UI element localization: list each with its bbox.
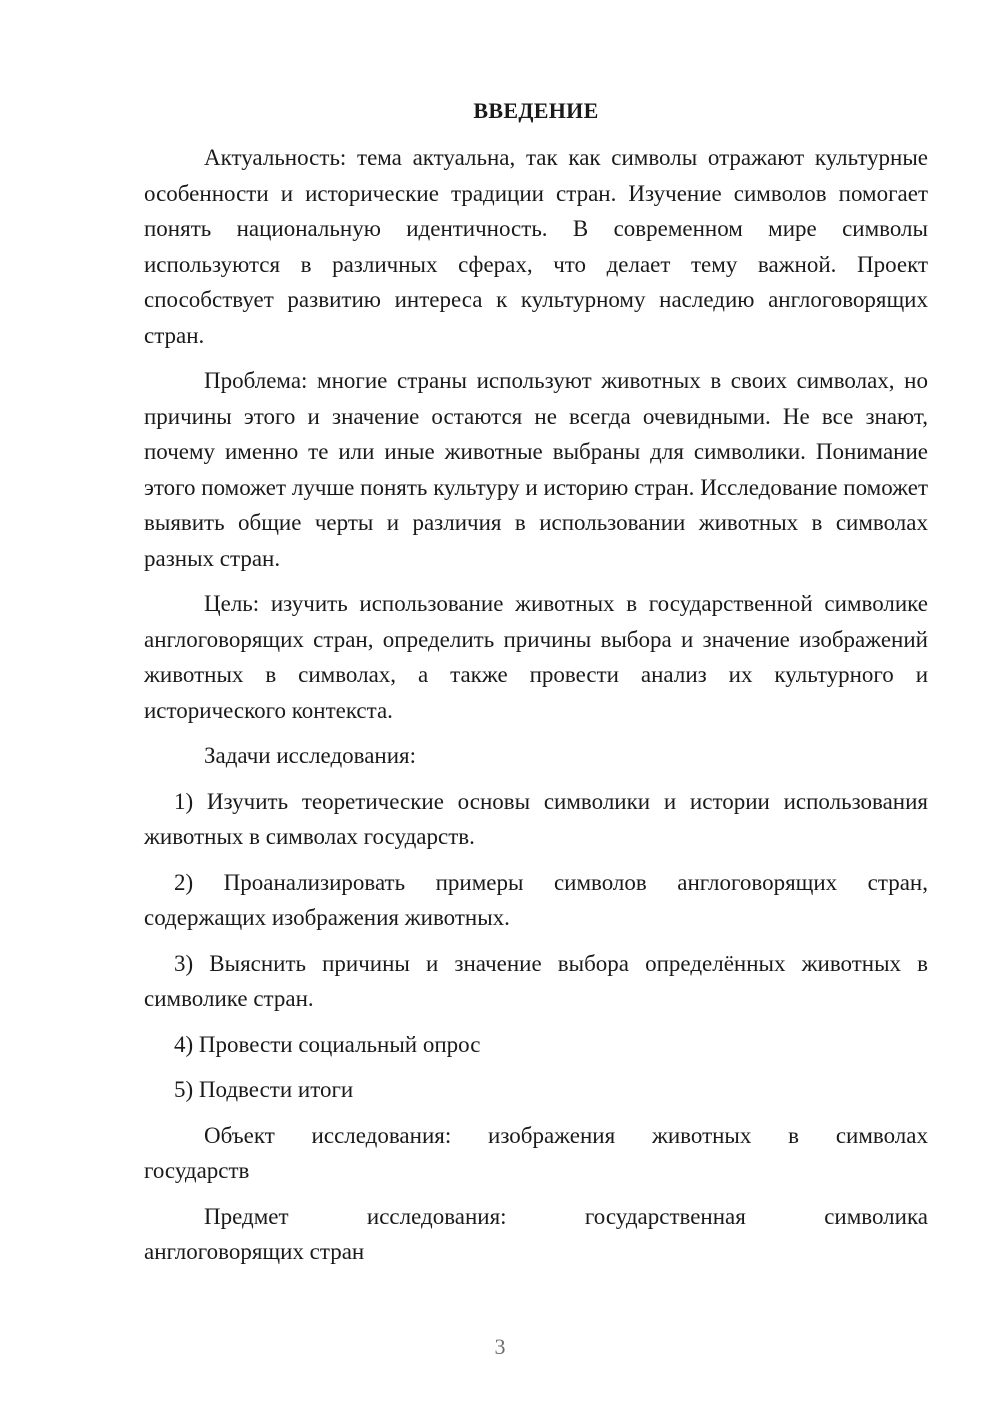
subject-line: Предмет исследования: государственная символика <box>204 1203 928 1229</box>
subject-paragraph <box>144 1199 928 1270</box>
document-body <box>144 95 928 1280</box>
task-item: 4) Провести социальный опрос <box>174 1031 481 1057</box>
task-item: 2) Проанализировать примеры символов англоговорящих стран, содержащих изображения животных. <box>144 869 928 930</box>
problem-paragraph: Проблема: многие страны используют животных в своих символах, но причины этого и значение остаются не всегда очевидными. Не все знают, почему именно те или иные животные выбраны для символики. Понимание этого поможет лучше понять культуру и историю стран. Исследование поможет выявить общие черты и различия в использовании животных в символах разных стран. <box>144 368 928 571</box>
section-heading: ВВЕДЕНИЕ <box>473 98 599 123</box>
object-paragraph <box>144 1118 928 1189</box>
tasks-heading: Задачи исследования: <box>204 743 417 768</box>
object-line-continued: государств <box>144 1158 250 1183</box>
page-number: 3 <box>494 1334 506 1359</box>
task-item: 5) Подвести итоги <box>174 1077 354 1102</box>
goal-paragraph: Цель: изучить использование животных в государственной символике англоговорящих стран, определить причины выбора и значение изображений животных в символах, а также провести анализ их культурного и исторического контекста. <box>144 591 928 723</box>
subject-line-continued: англоговорящих стран <box>144 1239 365 1264</box>
task-item: 1) Изучить теоретические основы символики и истории использования животных в символах государств. <box>144 788 928 849</box>
relevance-paragraph: Актуальность: тема актуальна, так как символы отражают культурные особенности и исторические традиции стран. Изучение символов помогает понять национальную идентичность. В современном мире символы используются в различных сферах, что делает тему важной. Проект способствует развитию интереса к культурному наследию англоговорящих стран. <box>144 145 928 348</box>
task-item: 3) Выяснить причины и значение выбора определённых животных в символике стран. <box>144 950 928 1011</box>
object-line: Объект исследования: изображения животных в символах <box>204 1122 928 1148</box>
